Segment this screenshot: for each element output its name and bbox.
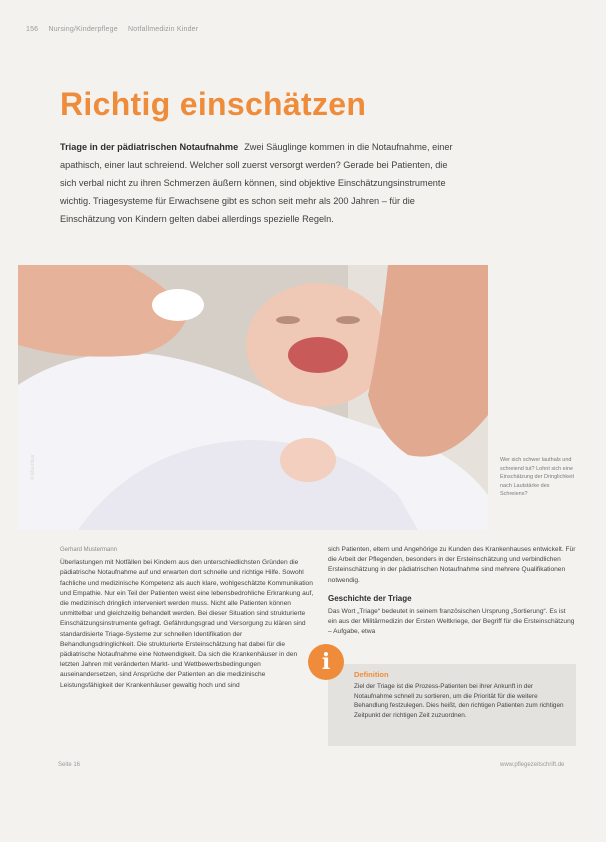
- photo-credit: © Mauritius: [30, 454, 36, 480]
- header-page-number: 156: [26, 26, 39, 33]
- header-section: Nursing/Kinderpflege: [48, 26, 118, 33]
- photo-caption: Wer sich schwer lauthals und schreiend tut? Lohnt sich eine Einschätzung der Dringlichkeit nach Lautstärke des Schreiens?: [500, 457, 574, 497]
- body-text-right-2: Das Wort „Triage“ bedeutet in seinem französischen Ursprung „Sortierung“. Es ist ein aus der Militärmedizin der Ersten Weltkriege, der Begriff für die Ersteinschätzung – Aufgabe, etwa: [328, 608, 575, 636]
- baby-photo: [18, 265, 488, 530]
- body-text-left: Überlastungen mit Notfällen bei Kindern aus den unterschiedlichsten Gründen die pädiatrische Notaufnahme auf und erwarten dort schnelle und richtige Hilfe. Sowohl fachliche und medizinische Kompetenz als auch klare, wohlgeschätzte Kommunikation und Empathie. Nur ein Teil der Patienten weist eine lebensbedrohliche Erkrankung auf, die medizinisch dringlich interveniert werden muss. Nicht alle Patienten können unmittelbar und gleichzeitig behandelt werden. Bei dieser Situation sind strukturierte Einschätzungsinstrumente gefragt. Gefährdungsgrad und Versorgung zu klären sind standardisierte Triage-Systeme zur schnellen Identifikation der Behandlungsdringlichkeit. Die strukturierte Ersteinschätzung hat dabei für die pädiatrische Notaufnahme eine Notwendigkeit. Da sich die Krankenhäuser in den letzten Jahren mit veränderten Markt- und Wettbewerbsbedingungen auseinandersetzen, sind Ansprüche der Patienten an die medizinische Leistungsfähigkeit der Krankenhäuser gewaltig hoch und sind: [60, 559, 314, 689]
- article-title: Richtig einschätzen: [60, 86, 367, 122]
- article-lead: [60, 138, 460, 228]
- info-icon: i: [308, 644, 344, 680]
- body-text-right: sich Patienten, eltern und Angehörige zu Kunden des Krankenhauses entwickelt. Für die Arbeit der Pflegenden, besonders in der Ersteinschätzung und verbindlichen Ersteinschätzung in der pädiatrischen Notaufnahme sind mehrere Qualifikationen notwendig.: [328, 546, 576, 584]
- definition-box: [328, 664, 576, 746]
- body-column-left: [60, 545, 318, 691]
- footer-right: www.pflegezeitschrift.de: [500, 762, 565, 768]
- baby-photo-illustration: [18, 265, 488, 530]
- body-column-right: [328, 545, 576, 638]
- lead-text: Zwei Säuglinge kommen in die Notaufnahme, einer apathisch, einer laut schreiend. Welcher soll zuerst versorgt werden? Gerade bei Patienten, die sich verbal nicht zu ihren Schmerzen äußern können, sind objektive Einschätzungsinstrumente wichtig. Triagesysteme für Erwachsene gibt es schon seit mehr als 200 Jahren – für die Einschätzung von Kindern gelten dabei allerdings spezielle Regeln.: [60, 142, 453, 224]
- lead-kicker: Triage in der pädiatrischen Notaufnahme: [60, 142, 239, 152]
- footer-left: Seite 16: [58, 762, 81, 768]
- definition-text: Ziel der Triage ist die Prozess-Patienten bei ihrer Ankunft in der Notaufnahme schnell zu sortieren, um die Priorität für die weitere Behandlung festzulegen. Dies heißt, den richtigen Patienten zum richtigen Zeitpunkt der richtigen Zeit zuzuordnen.: [354, 683, 564, 719]
- running-header: [26, 26, 486, 33]
- author-byline: Gerhard Mustermann: [60, 547, 118, 553]
- header-subsection: Notfallmedizin Kinder: [127, 26, 199, 33]
- definition-title: Definition: [354, 670, 389, 679]
- subheading: Geschichte der Triage: [328, 593, 412, 603]
